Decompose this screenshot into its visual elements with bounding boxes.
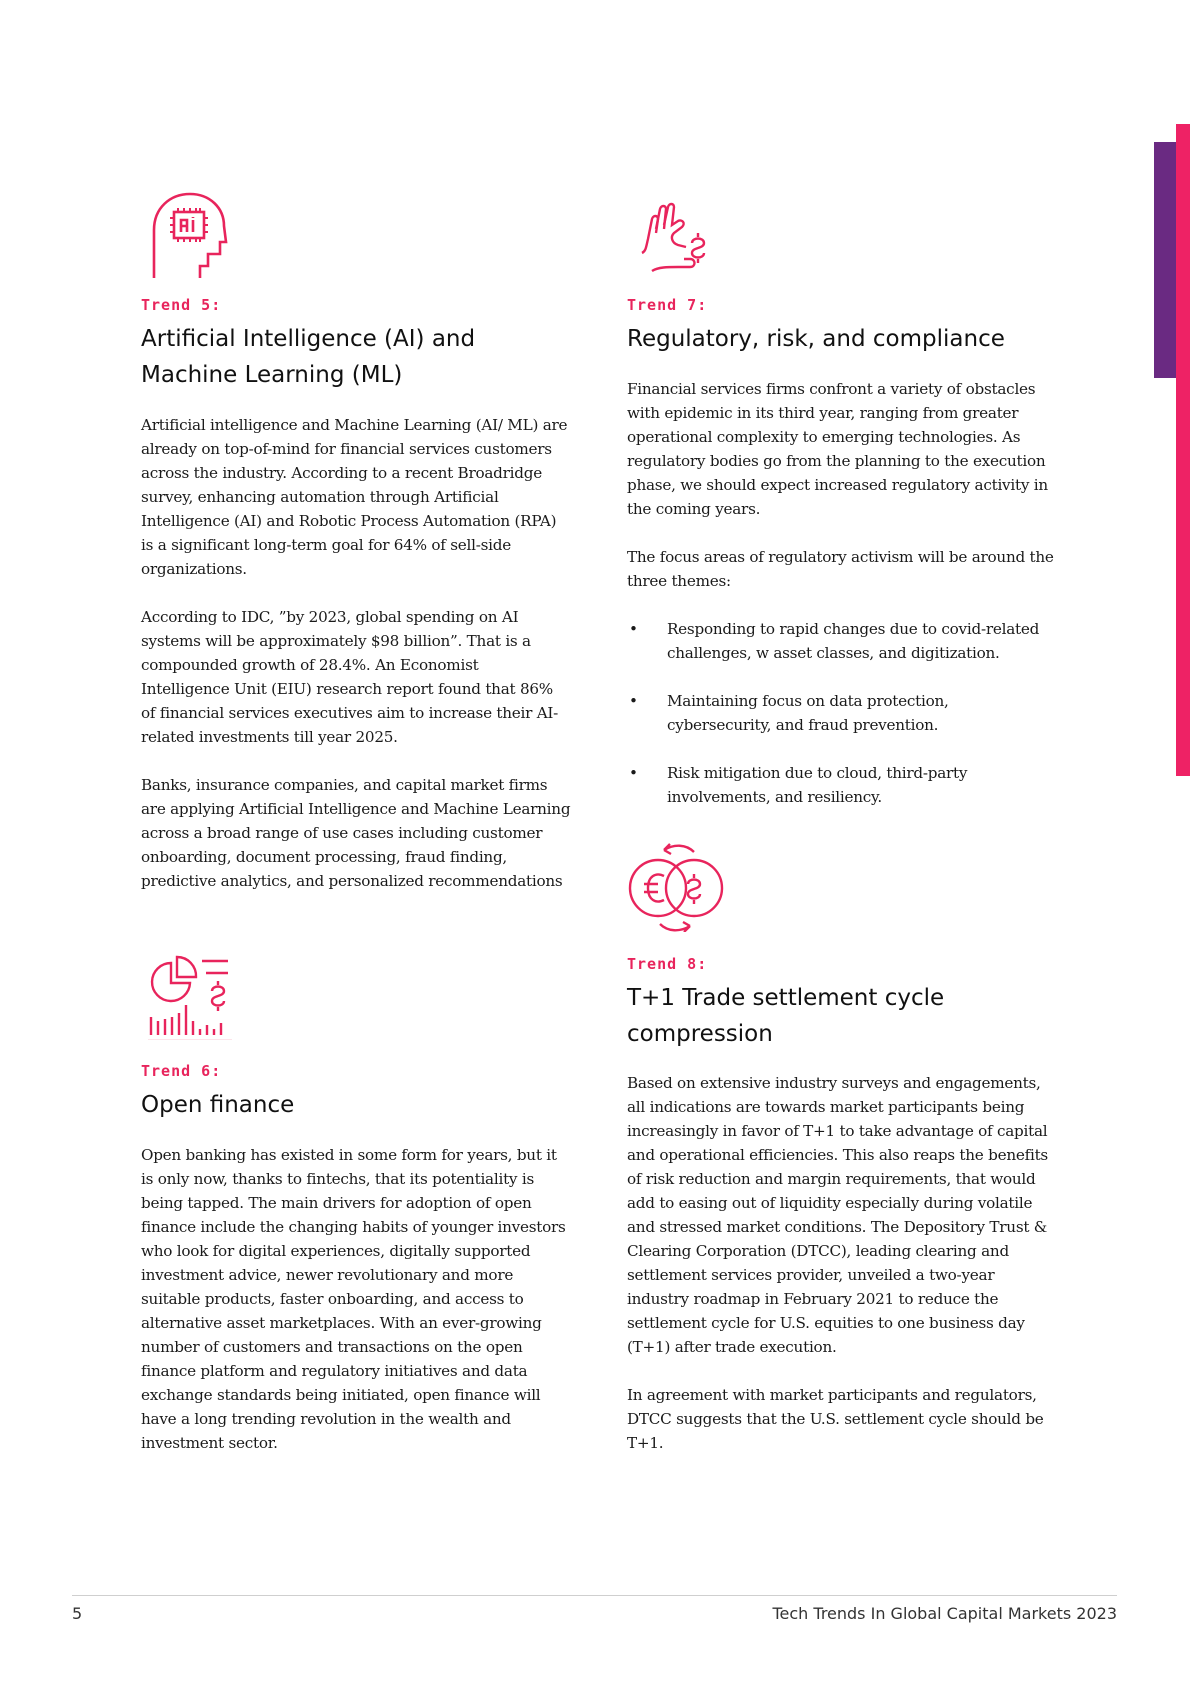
- trend-5-label: Trend 5:: [141, 296, 222, 314]
- accent-bar-purple: [1154, 142, 1176, 378]
- finance-chart-dollar-icon: [146, 955, 234, 1040]
- trend-8-label: Trend 8:: [627, 955, 708, 973]
- trend-7-label: Trend 7:: [627, 296, 708, 314]
- footer-divider: [72, 1595, 1117, 1596]
- bullet-icon: •: [629, 764, 638, 782]
- paragraph: The focus areas of regulatory activism will be around the three themes:: [627, 548, 1054, 590]
- trend-5-body: [141, 413, 571, 917]
- trend-6-body: [141, 1143, 571, 1479]
- bullet-icon: •: [629, 692, 638, 710]
- paragraph: In agreement with market participants and regulators, DTCC suggests that the U.S. settlement cycle should be T+1.: [627, 1386, 1044, 1452]
- heading-line: compression: [627, 1021, 773, 1047]
- trend-6-label: Trend 6:: [141, 1062, 222, 1080]
- currency-exchange-icon: [624, 840, 730, 932]
- list-item: [627, 761, 1057, 809]
- bullet-icon: •: [629, 620, 638, 638]
- paragraph: Open banking has existed in some form for years, but it is only now, thanks to fintechs, that its potentiality is being tapped. The main drivers for adoption of open finance include the changing habits of younger investors who look for digital experiences, digitally supported investment advice, newer revolutionary and more suitable products, faster onboarding, and access to alternative asset marketplaces. With an ever-growing number of customers and transactions on the open finance platform and regulatory initiatives and data exchange standards being initiated, open finance will have a long trending revolution in the wealth and investment sector.: [141, 1146, 566, 1452]
- trend-7-heading: Regulatory, risk, and compliance: [627, 326, 1005, 352]
- trend-7-body: [627, 377, 1057, 833]
- trend-5-heading: [141, 321, 581, 393]
- list-item: [627, 617, 1057, 665]
- paragraph: According to IDC, ”by 2023, global spending on AI systems will be approximately $98 billion”. That is a compounded growth of 28.4%. An Economist Intelligence Unit (EIU) research report found that 86% of financial services executives aim to increase their AI-related investments till year 2025.: [141, 608, 559, 746]
- list-item-text: Responding to rapid changes due to covid-related challenges, w asset classes, and digitization.: [667, 620, 1040, 662]
- paragraph: Artificial intelligence and Machine Learning (AI/ ML) are already on top-of-mind for financial services customers across the industry. According to a recent Broadridge survey, enhancing automation through Artificial Intelligence (AI) and Robotic Process Automation (RPA) is a significant long-term goal for 64% of sell-side organizations.: [141, 416, 568, 578]
- page-number: 5: [72, 1604, 83, 1623]
- paragraph: Banks, insurance companies, and capital market firms are applying Artificial Intelligence and Machine Learning across a broad range of use cases including customer onboarding, document processing, fraud finding, predictive analytics, and personalized recommendations: [141, 776, 571, 890]
- heading-line: Artificial Intelligence (AI) and: [141, 326, 476, 352]
- list-item-text: Maintaining focus on data protection, cybersecurity, and fraud prevention.: [667, 692, 949, 734]
- paragraph: Financial services firms confront a variety of obstacles with epidemic in its third year, ranging from greater operational complexity to emerging technologies. As regulatory bodies go from the planning to the execution phase, we should expect increased regulatory activity in the coming years.: [627, 380, 1048, 518]
- heading-line: Machine Learning (ML): [141, 362, 403, 388]
- accent-bar-pink: [1176, 124, 1190, 776]
- list-item-text: Risk mitigation due to cloud, third-party involvements, and resiliency.: [667, 764, 968, 806]
- trend-8-heading: [627, 980, 1067, 1052]
- focus-areas-list: [627, 617, 1057, 809]
- ai-head-chip-icon: [150, 190, 230, 280]
- heading-line: T+1 Trade settlement cycle: [627, 985, 945, 1011]
- trend-8-body: [627, 1071, 1057, 1479]
- publication-title: Tech Trends In Global Capital Markets 2023: [772, 1604, 1117, 1623]
- list-item: [627, 689, 1057, 737]
- trend-6-heading: Open finance: [141, 1092, 295, 1118]
- hand-dollar-icon: [638, 195, 718, 275]
- paragraph: Based on extensive industry surveys and engagements, all indications are towards market participants being increasingly in favor of T+1 to take advantage of capital and operational efficiencies. This also reaps the benefits of risk reduction and margin requirements, that would add to easing out of liquidity especially during volatile and stressed market conditions. The Depository Trust & Clearing Corporation (DTCC), leading clearing and settlement services provider, unveiled a two-year industry roadmap in February 2021 to reduce the settlement cycle for U.S. equities to one business day (T+1) after trade execution.: [627, 1074, 1048, 1356]
